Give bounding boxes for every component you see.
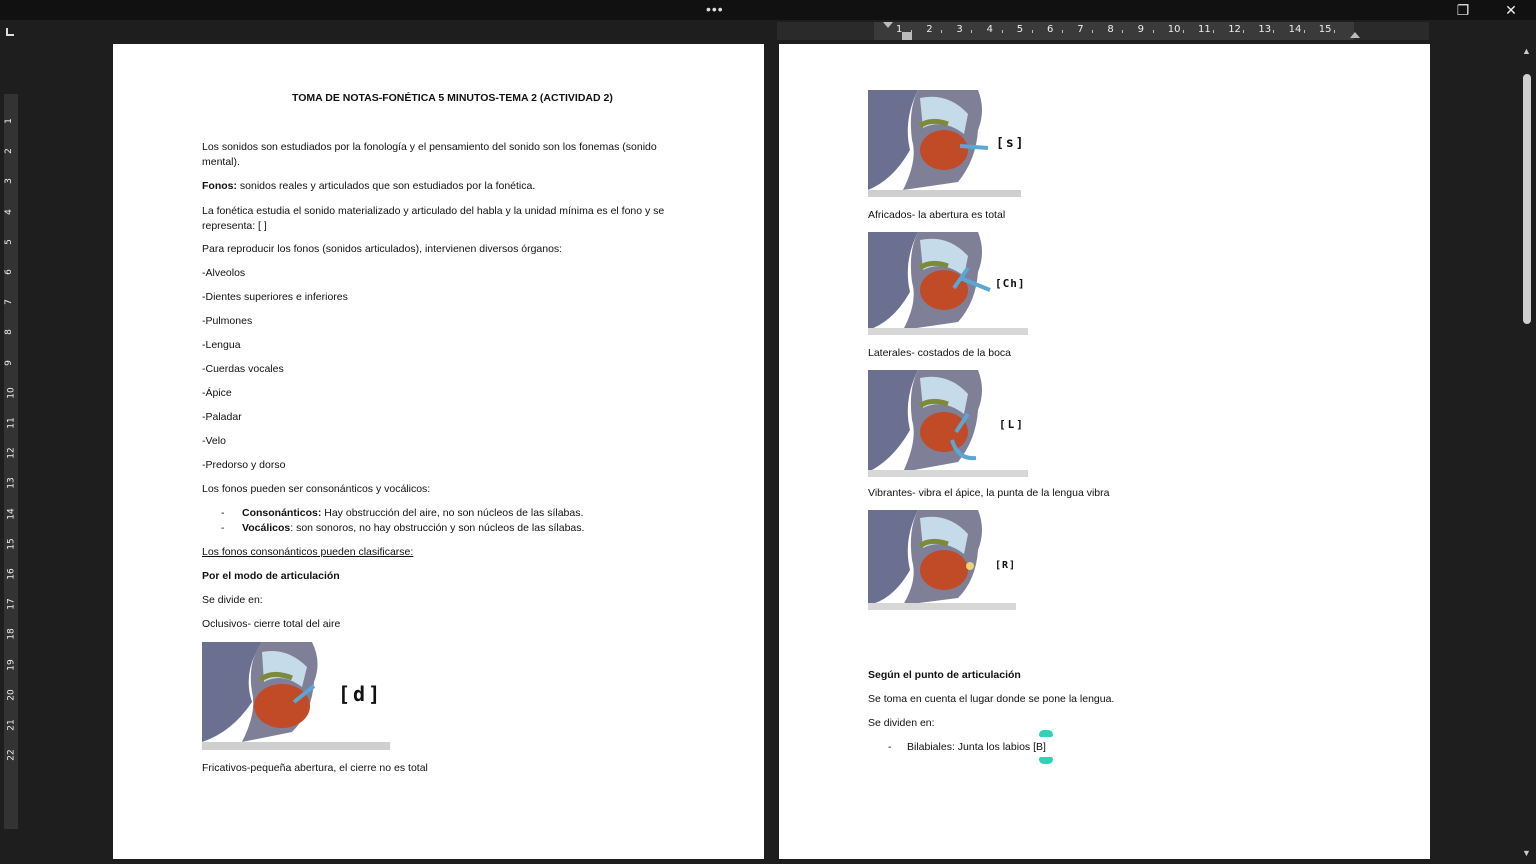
vruler-number: 19 [6,658,17,671]
paragraph: Oclusivos- cierre total del aire [202,618,341,630]
underlined-heading: Los fonos consonánticos pueden clasificarse: [202,546,414,558]
ruler-tick [1273,30,1274,33]
paragraph: Vibrantes- vibra el ápice, la punta de la lengua vibra [868,487,1110,499]
vertical-ruler[interactable] [4,44,18,844]
vruler-number: 1 [3,118,14,124]
articulation-illustration [868,510,1016,610]
vruler-number: 18 [6,628,17,641]
vruler-number: 7 [3,299,14,306]
close-icon[interactable]: ✕ [1505,2,1517,18]
ruler-number: 3 [956,24,963,35]
organ-list-item: -Predorso y dorso [202,459,286,471]
mouth-diagram-image[interactable] [868,370,1028,477]
paragraph: Fricativos-pequeña abertura, el cierre no es total [202,762,428,774]
paragraph-fonos [202,180,535,192]
organ-list-item: -Paladar [202,411,242,423]
vruler-number: 4 [3,208,14,215]
vruler-number: 13 [6,477,17,490]
ruler-active-area [874,22,1354,40]
tab-stop-selector[interactable] [6,28,14,36]
mouth-diagram-image[interactable] [868,510,1016,610]
paragraph: Africados- la abertura es total [868,209,1006,221]
vruler-number: 2 [3,148,14,155]
ruler-number: 10 [1167,24,1181,35]
section-heading: Por el modo de articulación [202,570,340,582]
paragraph: Laterales- costados de la boca [868,347,1012,359]
ruler-number: 2 [926,24,933,35]
list-item: - Consonánticos: Hay obstrucción del aire, no son núcleos de las sílabas. [221,507,584,519]
vruler-number: 9 [3,359,14,366]
organ-list-item: -Pulmones [202,315,253,327]
section-heading: Según el punto de articulación [868,669,1021,681]
first-line-indent-marker[interactable] [883,22,893,28]
right-indent-marker[interactable] [1350,32,1360,38]
ruler-number: 7 [1077,24,1084,35]
paragraph: Se divide en: [202,594,263,606]
phone-label: [L] [999,418,1025,431]
bold-term: Consonánticos: [242,507,322,519]
document-page-1[interactable] [113,44,764,859]
vruler-number: 12 [6,447,17,459]
organ-list-item: -Alveolos [202,267,246,279]
ruler-number: 11 [1198,24,1211,35]
text: Hay obstrucción del aire, no son núcleos de las sílabas. [321,507,584,519]
paragraph: La fonética estudia el sonido materializado y articulado del habla y la unidad mínima es el fono y se representa: [ ] [202,205,665,232]
ruler-tick [1153,30,1154,33]
ruler-number: 12 [1228,24,1241,35]
ruler-number: 8 [1107,24,1114,35]
vruler-number: 14 [6,507,17,520]
phone-label: [s] [996,136,1026,151]
phone-label: [Ch] [995,277,1026,290]
page-title: TOMA DE NOTAS-FONÉTICA 5 MINUTOS-TEMA 2 (ACTIVIDAD 2) [292,92,613,104]
ruler-tick [1243,30,1244,33]
text: sonidos reales y articulados que son estudiados por la fonética. [237,180,536,192]
vruler-number: 22 [6,749,17,761]
bold-term: Fonos: [202,180,237,192]
bold-term: Vocálicos [242,522,291,534]
paragraph: Se dividen en: [868,717,935,729]
paragraph: Se toma en cuenta el lugar donde se pone la lengua. [868,693,1115,705]
ruler-number: 9 [1137,24,1144,35]
title-bar [0,0,1536,20]
vruler-number: 3 [3,178,14,185]
scroll-down-icon[interactable]: ▼ [1522,848,1531,858]
document-page-2[interactable] [779,44,1430,859]
ruler-number: 5 [1016,24,1024,35]
horizontal-ruler[interactable] [777,22,1429,40]
mouth-diagram-image[interactable] [868,90,1026,197]
vruler-number: 8 [3,329,14,336]
mouth-diagram-image[interactable] [868,232,1028,335]
ruler-number: 14 [1288,24,1302,35]
vruler-number: 21 [6,719,17,731]
ruler-number: 1 [896,24,903,35]
vruler-number: 6 [3,269,14,275]
vruler-number: 11 [6,417,17,429]
vruler-number: 5 [3,238,14,245]
text: : son sonoros, no hay obstrucción y son núcleos de las sílabas. [290,522,585,534]
ruler-tick [1002,30,1003,33]
vruler-number: 20 [6,689,17,701]
ruler-tick [971,30,972,33]
ruler-tick [1213,30,1214,33]
ruler-tick [1334,30,1335,33]
ruler-tick [1183,30,1184,33]
restore-icon[interactable]: ❐ [1456,2,1470,18]
ruler-tick [941,30,942,33]
vertical-scrollbar[interactable] [1520,44,1534,859]
more-options-icon[interactable]: ••• [706,1,724,17]
list-bullet: - [888,741,892,753]
vruler-number: 17 [6,598,17,610]
organ-list-item: -Cuerdas vocales [202,363,284,375]
vruler-number: 16 [6,568,17,580]
paragraph: Los fonos pueden ser consonánticos y vocálicos: [202,483,431,495]
mouth-diagram-image[interactable] [202,642,390,750]
ruler-tick [1032,30,1033,33]
ruler-tick [1062,30,1063,33]
list-item: - Vocálicos: son sonoros, no hay obstrucción y son núcleos de las sílabas. [221,522,585,534]
list-item: Bilabiales: Junta los labios [B] [907,741,1046,753]
ruler-tick [1304,30,1305,33]
scroll-up-icon[interactable]: ▲ [1522,46,1531,56]
paragraph: Los sonidos son estudiados por la fonología y el pensamiento del sonido son los fonemas (sonido mental). [202,141,657,168]
vruler-number: 15 [6,538,17,550]
ruler-number: 6 [1047,24,1054,35]
ruler-tick [1092,30,1093,33]
left-indent-marker[interactable] [902,32,912,40]
organ-list-item: -Dientes superiores e inferiores [202,291,348,303]
organ-list-item: -Lengua [202,339,241,351]
selection-handle-bottom-icon[interactable] [1039,757,1053,764]
ruler-number: 13 [1258,24,1272,35]
scrollbar-thumb[interactable] [1523,74,1531,324]
ruler-number: 15 [1318,24,1332,35]
ruler-number: 4 [986,24,993,35]
ruler-tick [1122,30,1123,33]
organ-list-item: -Ápice [202,387,232,399]
organ-list-item: -Velo [202,435,226,447]
paragraph: Para reproducir los fonos (sonidos articulados), intervienen diversos órganos: [202,243,563,255]
phone-label: [R] [995,560,1017,571]
selection-handle-top-icon[interactable] [1039,730,1053,737]
phone-label: [d] [338,682,384,706]
vruler-number: 10 [6,387,17,399]
